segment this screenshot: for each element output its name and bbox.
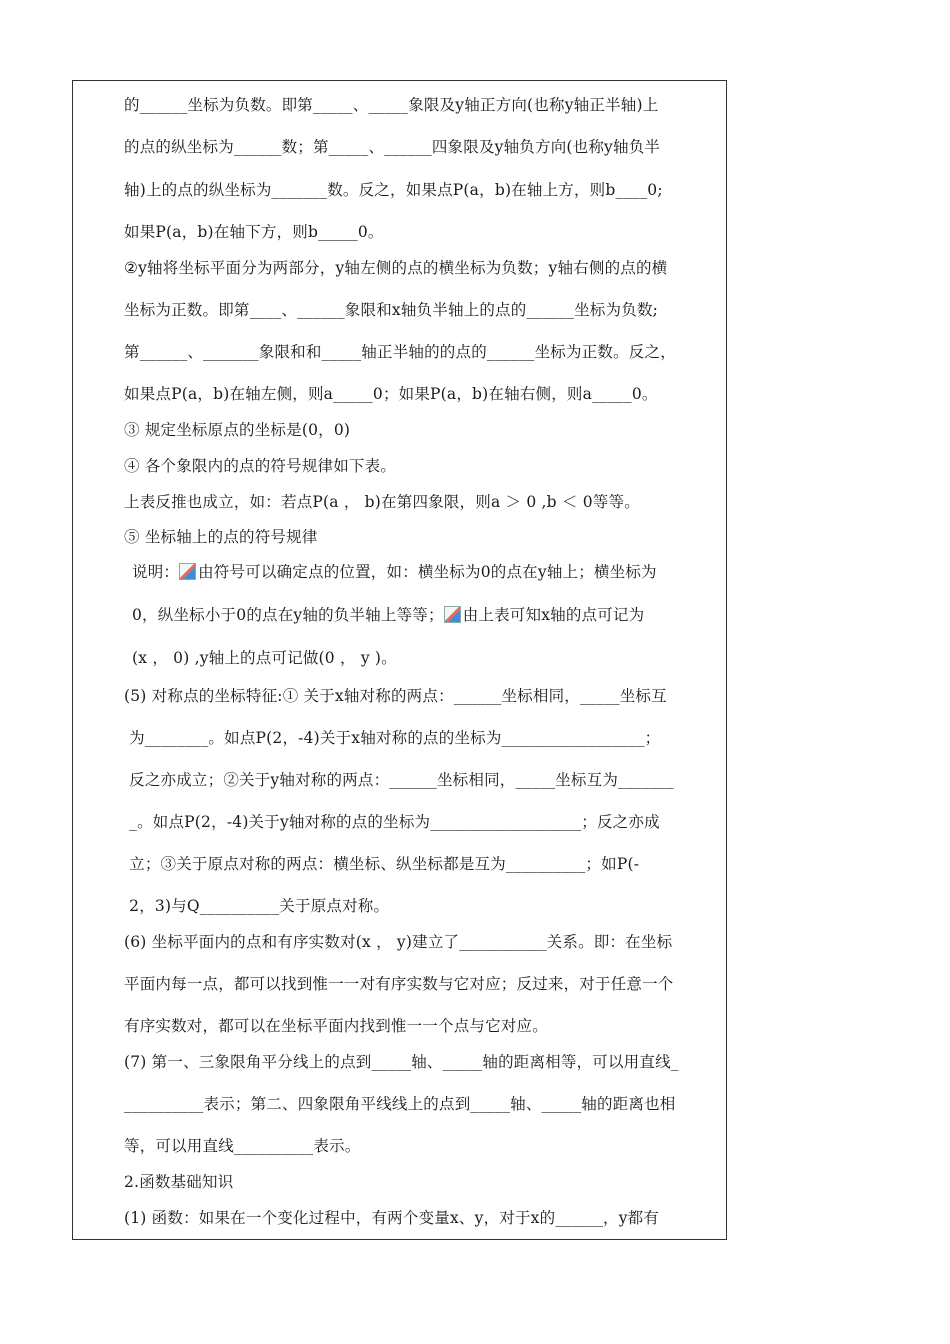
text-line: (5) 对称点的坐标特征:① 关于x轴对称的两点：______坐标相同，_____坐标互 [124, 687, 667, 705]
text-line: 轴)上的点的纵坐标为_______数。反之，如果点P(a，b)在轴上方，则b____0; [124, 181, 663, 199]
section-heading: 2.函数基础知识 [124, 1173, 234, 1191]
text-line: ③ 规定坐标原点的坐标是(0，0) [124, 421, 351, 439]
text-line: ④ 各个象限内的点的符号规律如下表。 [124, 457, 397, 475]
text-line: 的点的纵坐标为______数；第_____、______四象限及y轴负方向(也称y轴负半 [124, 138, 661, 156]
text-line: __________表示；第二、四象限角平线线上的点到_____轴、_____轴的距离也相 [124, 1095, 676, 1113]
image-placeholder-icon [444, 606, 461, 623]
image-placeholder-icon [179, 563, 196, 580]
note-text: 由上表可知x轴的点可记为 [462, 606, 645, 624]
text-line: 反之亦成立；②关于y轴对称的两点：______坐标相同，_____坐标互为_______ [124, 771, 674, 789]
text-line: ②y轴将坐标平面分为两部分，y轴左侧的点的横坐标为负数；y轴右侧的点的横 [124, 259, 668, 277]
text-line: ⑤ 坐标轴上的点的符号规律 [124, 528, 318, 546]
text-line: 的______坐标为负数。即第_____、_____象限及y轴正方向(也称y轴正半轴)上 [124, 96, 659, 114]
note-text: 0，纵坐标小于0的点在y轴的负半轴上等等； [132, 606, 444, 624]
note-line-3: (x ， 0) ,y轴上的点可记做(0 ， y )。 [132, 649, 397, 667]
text-line: 如果点P(a，b)在轴左侧，则a_____0；如果P(a，b)在轴右侧，则a_____0。 [124, 385, 658, 403]
text-line: 2，3)与Q__________关于原点对称。 [124, 897, 390, 915]
note-line-1 [132, 562, 657, 582]
text-line: 立；③关于原点对称的两点：横坐标、纵坐标都是互为__________；如P(- [124, 855, 640, 873]
text-line: 第______、_______象限和和_____轴正半轴的的点的______坐标为正数。反之， [124, 343, 676, 361]
text-line: 如果P(a，b)在轴下方，则b_____0。 [124, 223, 384, 241]
note-line-2 [132, 605, 644, 625]
text-line: (1) 函数：如果在一个变化过程中，有两个变量x、y，对于x的______，y都有 [124, 1209, 660, 1227]
text-line: _。如点P(2，-4)关于y轴对称的点的坐标为___________________；反之亦成 [124, 813, 660, 831]
note-prefix: 说明： [132, 563, 180, 581]
text-line: 坐标为正数。即第____、______象限和x轴负半轴上的点的______坐标为负数; [124, 301, 659, 319]
text-line: 平面内每一点，都可以找到惟一一对有序实数与它对应；反过来，对于任意一个 [124, 975, 674, 993]
text-line: 上表反推也成立，如：若点P(a ， b)在第四象限，则a ＞ 0 ,b ＜ 0等等。 [124, 493, 640, 511]
note-text: 由符号可以确定点的位置，如：横坐标为0的点在y轴上；横坐标为 [198, 563, 657, 581]
text-line: 为________。如点P(2，-4)关于x轴对称的点的坐标为__________________； [124, 729, 661, 747]
text-line: 有序实数对，都可以在坐标平面内找到惟一一个点与它对应。 [124, 1017, 548, 1035]
text-line: (7) 第一、三象限角平分线上的点到_____轴、_____轴的距离相等，可以用直线_ [124, 1053, 679, 1071]
text-line: (6) 坐标平面内的点和有序实数对(x ， y)建立了___________关系。即：在坐标 [124, 933, 673, 951]
text-line: 等，可以用直线__________表示。 [124, 1137, 361, 1155]
